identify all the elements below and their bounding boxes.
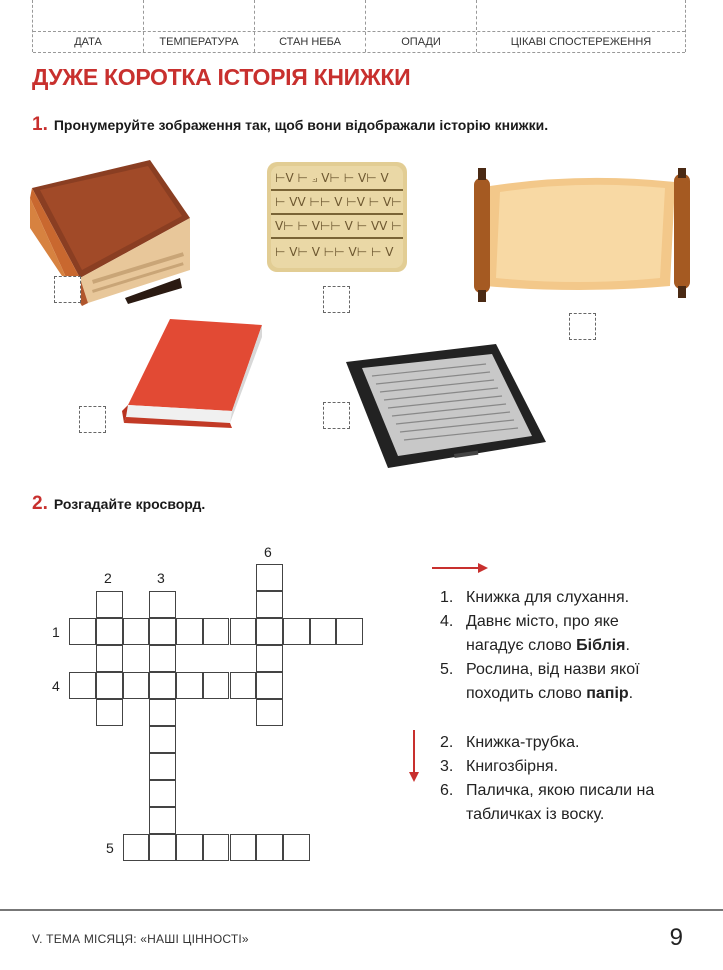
crossword-cell[interactable]	[149, 753, 176, 780]
weather-table-header	[33, 31, 685, 53]
svg-text:ᐯ⊢ ⊢ ᐯ⊢⊢ ᐯ ⊢ ᐯᐯ ⊢: ᐯ⊢ ⊢ ᐯ⊢⊢ ᐯ ⊢ ᐯᐯ ⊢	[275, 219, 402, 233]
clay-tablet-image	[265, 160, 410, 275]
clue-down-2: 2. Книжка-трубка.	[440, 734, 580, 751]
crossword-cell[interactable]	[230, 672, 257, 699]
header-temperature: ТЕМПЕРАТУРА	[144, 32, 255, 52]
crossword-cell[interactable]	[256, 672, 283, 699]
crossword-cell[interactable]	[123, 834, 150, 861]
crossword-cell[interactable]	[96, 591, 123, 618]
crossword-cell[interactable]	[96, 645, 123, 672]
answer-box-red-book[interactable]	[79, 406, 106, 433]
weather-table	[32, 0, 686, 52]
crossword-cell[interactable]	[149, 618, 176, 645]
svg-text:⊢ ᐯᐯ ⊢⊢ ᐯ ⊢ᐯ ⊢ ᐯ⊢: ⊢ ᐯᐯ ⊢⊢ ᐯ ⊢ᐯ ⊢ ᐯ⊢	[275, 195, 402, 209]
clue-across-5: 5. Рослина, від назви якої походить слово папір.	[440, 661, 640, 702]
crossword-cell[interactable]	[149, 834, 176, 861]
crossword-cell[interactable]	[203, 672, 230, 699]
footer-divider	[0, 909, 723, 911]
entry-cell[interactable]	[33, 0, 144, 30]
crossword-cell[interactable]	[149, 591, 176, 618]
crossword-cell[interactable]	[69, 618, 96, 645]
task-1	[32, 114, 548, 136]
crossword-cell[interactable]	[310, 618, 337, 645]
e-reader-image	[336, 342, 551, 472]
crossword-cell[interactable]	[283, 618, 310, 645]
entry-cell[interactable]	[255, 0, 366, 30]
svg-text:⊢ᐯ ⊢ ⟓ ᐯ⊢ ⊢ ᐯ⊢ ᐯ: ⊢ᐯ ⊢ ⟓ ᐯ⊢ ⊢ ᐯ⊢ ᐯ	[275, 171, 389, 185]
crossword-cell[interactable]	[149, 807, 176, 834]
crossword-cell[interactable]	[203, 618, 230, 645]
crossword-cell[interactable]	[96, 699, 123, 726]
crossword-cell[interactable]	[256, 591, 283, 618]
crossword-number-5: 5	[106, 840, 114, 856]
red-book-image	[122, 315, 267, 430]
header-precipitation: ОПАДИ	[366, 32, 477, 52]
clues-across	[440, 586, 680, 706]
crossword-cell[interactable]	[176, 834, 203, 861]
arrow-right-icon	[432, 562, 488, 574]
crossword-cell[interactable]	[203, 834, 230, 861]
crossword-cell[interactable]	[256, 618, 283, 645]
clue-across-1: 1. Книжка для слухання.	[440, 589, 630, 606]
crossword-cell[interactable]	[96, 618, 123, 645]
svg-text:⊢ ᐯ⊢ ᐯ ⊢⊢ ᐯ⊢ ⊢ ᐯ: ⊢ ᐯ⊢ ᐯ ⊢⊢ ᐯ⊢ ⊢ ᐯ	[275, 245, 394, 259]
crossword-cell[interactable]	[256, 699, 283, 726]
crossword-number-6: 6	[264, 544, 272, 560]
crossword-cell[interactable]	[283, 834, 310, 861]
entry-cell[interactable]	[477, 0, 685, 30]
crossword-cell[interactable]	[256, 834, 283, 861]
crossword-cell[interactable]	[149, 645, 176, 672]
crossword-number-2: 2	[104, 570, 112, 586]
crossword-cell[interactable]	[149, 672, 176, 699]
crossword-cell[interactable]	[149, 726, 176, 753]
footer-topic: V. ТЕМА МІСЯЦЯ: «НАШІ ЦІННОСТІ»	[32, 932, 249, 946]
crossword-cell[interactable]	[69, 672, 96, 699]
crossword-cell[interactable]	[336, 618, 363, 645]
answer-box-old-book[interactable]	[54, 276, 81, 303]
page-title: ДУЖЕ КОРОТКА ІСТОРІЯ КНИЖКИ	[32, 64, 411, 90]
header-date: ДАТА	[33, 32, 144, 52]
task-2-number: 2.	[32, 493, 48, 514]
answer-box-e-reader[interactable]	[323, 402, 350, 429]
answer-box-scroll[interactable]	[569, 313, 596, 340]
header-observations: ЦІКАВІ СПОСТЕРЕЖЕННЯ	[510, 36, 652, 48]
crossword-cell[interactable]	[96, 672, 123, 699]
crossword-cell[interactable]	[149, 699, 176, 726]
crossword-cell[interactable]	[256, 564, 283, 591]
clues-down	[440, 731, 680, 827]
entry-cell[interactable]	[144, 0, 255, 30]
crossword-number-1: 1	[52, 624, 60, 640]
crossword-cell[interactable]	[230, 618, 257, 645]
entry-cell[interactable]	[366, 0, 477, 30]
crossword-cell[interactable]	[176, 672, 203, 699]
answer-box-clay-tablet[interactable]	[323, 286, 350, 313]
task-2	[32, 493, 205, 515]
page-number: 9	[669, 924, 683, 951]
crossword-cell[interactable]	[256, 645, 283, 672]
crossword-number-3: 3	[157, 570, 165, 586]
weather-table-entry-row	[33, 0, 685, 30]
task-2-text: Розгадайте кросворд.	[53, 496, 206, 512]
crossword-number-4: 4	[52, 678, 60, 694]
task-1-number: 1.	[32, 114, 48, 135]
crossword-cell[interactable]	[123, 672, 150, 699]
task-1-text: Пронумеруйте зображення так, щоб вони відображали історію книжки.	[53, 117, 549, 133]
clue-down-3: 3. Книгозбірня.	[440, 758, 559, 775]
clue-down-6: 6. Паличка, якою писали на табличках із воску.	[440, 782, 655, 823]
clue-across-4: 4. Давнє місто, про яке нагадує слово Біблія.	[440, 613, 630, 654]
crossword-cell[interactable]	[123, 618, 150, 645]
scroll-image	[460, 168, 705, 303]
arrow-down-icon	[408, 730, 420, 782]
header-sky: СТАН НЕБА	[255, 32, 366, 52]
crossword-cell[interactable]	[176, 618, 203, 645]
crossword-cell[interactable]	[149, 780, 176, 807]
crossword-cell[interactable]	[230, 834, 257, 861]
